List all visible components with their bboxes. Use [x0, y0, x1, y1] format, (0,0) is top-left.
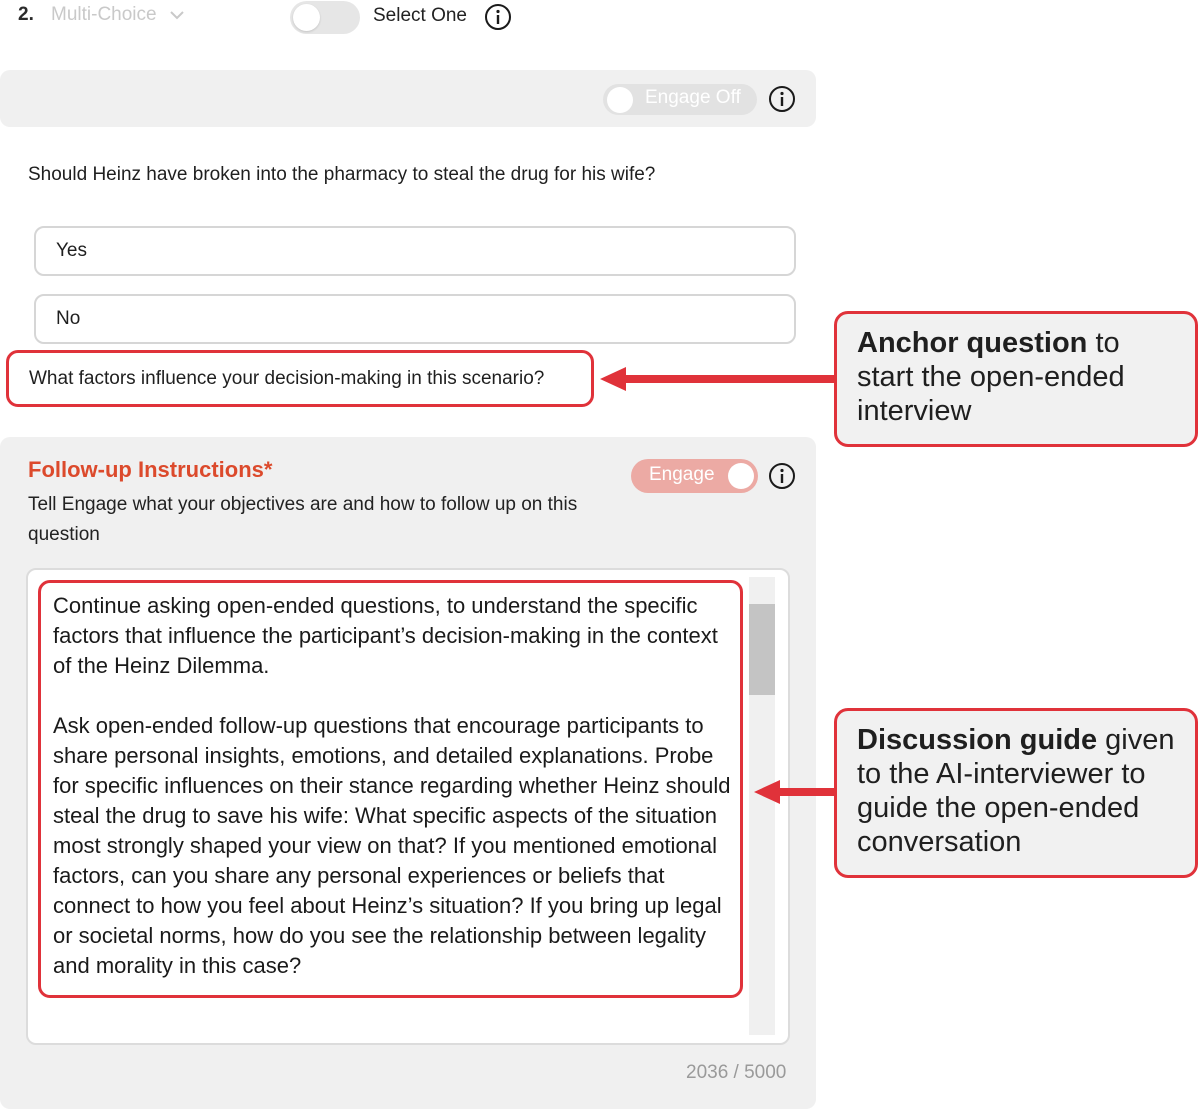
- engage-label: Engage: [649, 464, 715, 485]
- instructions-paragraph: Ask open-ended follow-up questions that encourage participants to share personal insights, emotions, and detailed explanations. Probe for specific influences on their stance regarding whether Heinz should steal the drug to save his wife: What specific aspects of the situation most strongly shaped your view on that? If you mentioned emotional factors, can you share any personal experiences or beliefs that connect to how you feel about Heinz’s situation? If you bring up legal or societal norms, how do you see the relationship between legality and morality in this case?: [53, 713, 731, 978]
- callout-bold: Anchor question: [857, 327, 1088, 359]
- instructions-paragraph: Continue asking open-ended questions, to understand the specific factors that influence the participant’s decision-making in the context of the Heinz Dilemma.: [53, 593, 718, 678]
- callout-bold: Discussion guide: [857, 724, 1098, 756]
- followup-subtitle: Tell Engage what your objectives are and how to follow up on this question: [28, 494, 578, 545]
- select-mode-toggle[interactable]: [290, 1, 360, 34]
- option-label: No: [56, 308, 81, 329]
- callout-text: given to the AI-interviewer to guide the open-ended conversation: [857, 724, 1175, 858]
- character-counter: 2036 / 5000: [686, 1062, 787, 1083]
- arrow-left-icon: [598, 364, 836, 394]
- info-icon[interactable]: [484, 3, 512, 31]
- callout-text: to start the open-ended interview: [857, 327, 1125, 427]
- toggle-knob: [293, 4, 320, 31]
- scrollbar-thumb[interactable]: [749, 604, 775, 695]
- info-icon[interactable]: [768, 462, 796, 490]
- anchor-question-callout: [834, 311, 1198, 447]
- anchor-question-text: What factors influence your decision-making in this scenario?: [29, 368, 545, 389]
- arrow-left-icon: [752, 777, 836, 807]
- followup-instructions-text[interactable]: [53, 591, 739, 981]
- anchor-question-field[interactable]: [6, 350, 594, 407]
- question-type-dropdown[interactable]: [51, 4, 185, 26]
- engage-toggle[interactable]: [631, 459, 758, 493]
- toggle-knob: [607, 87, 633, 113]
- option-yes[interactable]: [34, 226, 796, 276]
- toggle-knob: [728, 463, 754, 489]
- option-label: Yes: [56, 240, 87, 261]
- discussion-guide-callout: [834, 708, 1198, 878]
- info-icon[interactable]: [768, 85, 796, 113]
- engage-off-toggle[interactable]: [603, 84, 757, 115]
- question-prompt: Should Heinz have broken into the pharmacy to steal the drug for his wife?: [28, 164, 656, 185]
- question-number: 2.: [18, 4, 34, 25]
- select-mode-label: Select One: [373, 5, 467, 26]
- question-type-label: Multi-Choice: [51, 4, 157, 25]
- followup-title: Follow-up Instructions*: [28, 457, 273, 482]
- option-no[interactable]: [34, 294, 796, 344]
- engage-off-label: Engage Off: [645, 87, 741, 108]
- chevron-down-icon: [169, 7, 185, 23]
